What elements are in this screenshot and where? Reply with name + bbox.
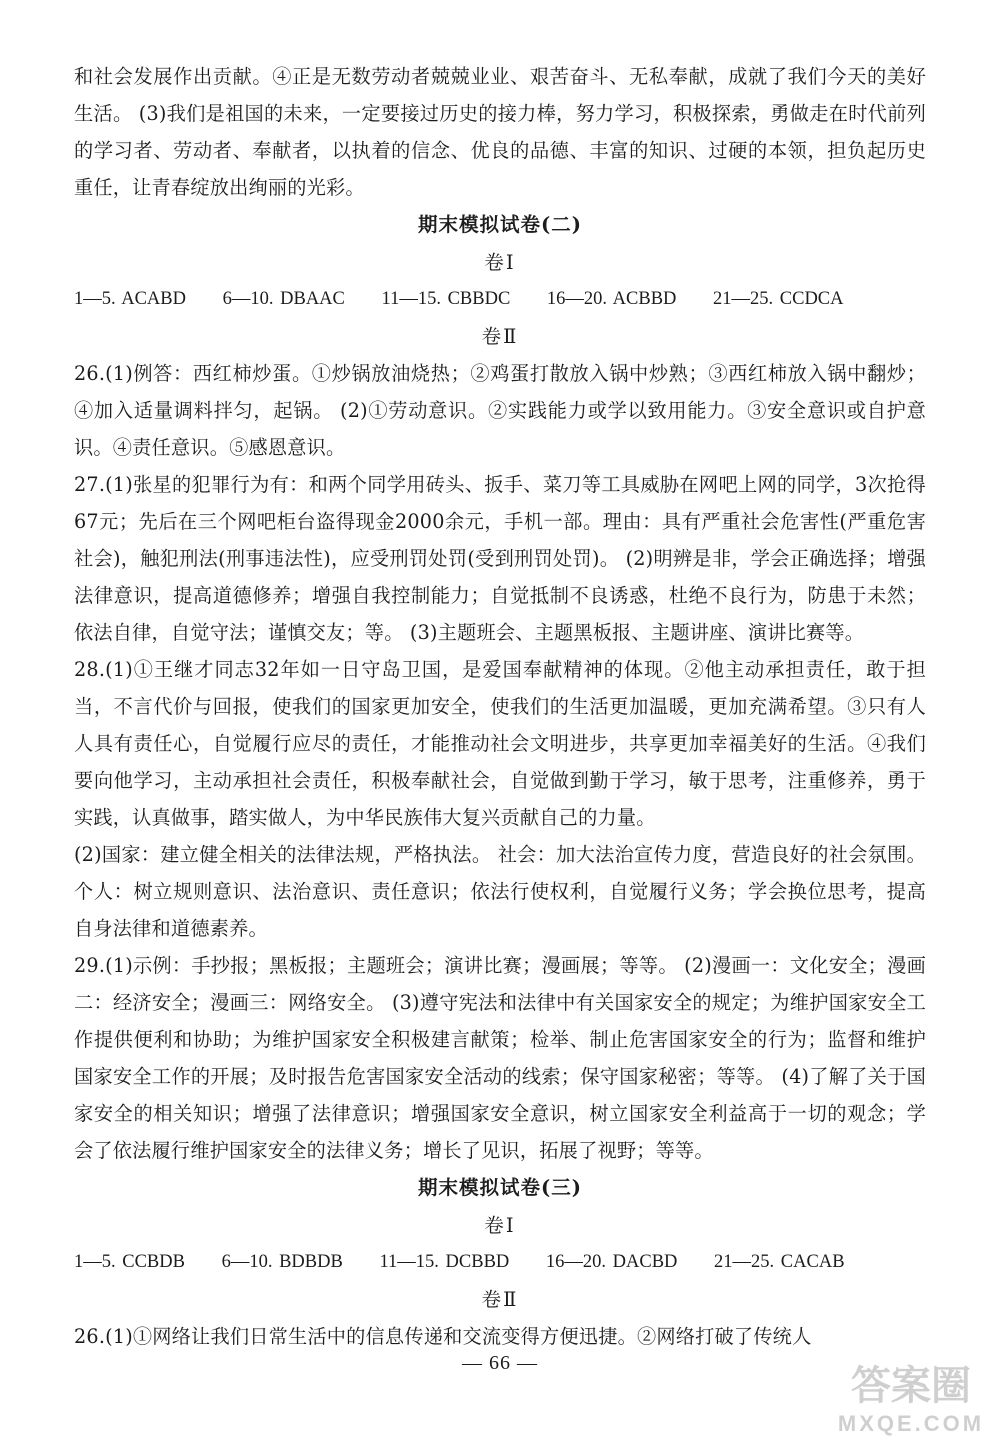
answer-group: 21—25. CCDCA <box>713 289 844 309</box>
watermark-title: 答案圈 <box>851 1364 971 1408</box>
exam-3-part-1-label: 卷Ⅰ <box>484 1214 516 1237</box>
exam-2-answer-key <box>74 281 926 318</box>
watermark-domain: MXQE.COM <box>837 1411 985 1436</box>
exam-2-question-28-part-2: (2)国家：建立健全相关的法律法规，严格执法。 社会：加大法治宣传力度，营造良好的社会氛围。 个人：树立规则意识、法治意识、责任意识；依法行使权利，自觉履行义务；学会换位思考，提高自身法律和道德素养。 <box>74 843 926 940</box>
document-body <box>74 58 926 1355</box>
exam-3-section <box>74 1169 926 1355</box>
answer-group: 11—15. CBBDC <box>381 289 511 309</box>
exam-2-question-28-part-1: 28.(1)①王继才同志32年如一日守岛卫国，是爱国奉献精神的体现。②他主动承担责任，敢于担当，不言代价与回报，使我们的国家更加安全，使我们的生活更加温暖，更加充满希望。③只有人人具有责任心，自觉履行应尽的责任，才能推动社会文明进步，共享更加幸福美好的生活。④我们要向他学习，主动承担社会责任，积极奉献社会，自觉做到勤于学习，敏于思考，注重修养，勇于实践，认真做事，踏实做人，为中华民族伟大复兴贡献自己的力量。 <box>74 658 926 829</box>
exam-2-question-27: 27.(1)张星的犯罪行为有：和两个同学用砖头、扳手、菜刀等工具威胁在网吧上网的同学，3次抢得67元；先后在三个网吧柜台盗得现金2000余元，手机一部。理由：具有严重社会危害性(严重危害社会)，触犯刑法(刑事违法性)，应受刑罚处罚(受到刑罚处罚)。 (2)明辨是非，学会正确选择；增强法律意识，提高道德修养；增强自我控制能力；自觉抵制不良诱惑，杜绝不良行为，防患于未然；依法自律，自觉守法；谨慎交友；等。 (3)主题班会、主题黑板报、主题讲座、演讲比赛等。 <box>74 473 926 644</box>
exam-2-part-1-label: 卷Ⅰ <box>484 251 516 274</box>
exam-3-title: 期末模拟试卷(三) <box>418 1176 582 1199</box>
site-watermark-logo <box>830 1355 992 1439</box>
exam-3-part-2-label: 卷Ⅱ <box>481 1288 519 1311</box>
page-number: — 66 — <box>462 1352 538 1374</box>
exam-3-answer-key <box>74 1244 926 1281</box>
exam-3-question-26: 26.(1)①网络让我们日常生活中的信息传递和交流变得方便迅捷。②网络打破了传统人 <box>74 1325 812 1348</box>
exam-2-part-2-label: 卷Ⅱ <box>481 325 519 348</box>
paragraph-continued: 和社会发展作出贡献。④正是无数劳动者兢兢业业、艰苦奋斗、无私奉献，成就了我们今天的美好生活。 (3)我们是祖国的未来，一定要接过历史的接力棒，努力学习，积极探索，勇做走在时代前列的学习者、劳动者、奉献者，以执着的信念、优良的品德、丰富的知识、过硬的本领，担负起历史重任，让青春绽放出绚丽的光彩。 <box>74 65 926 199</box>
exam-2-question-26: 26.(1)例答：西红柿炒蛋。①炒锅放油烧热；②鸡蛋打散放入锅中炒熟；③西红柿放入锅中翻炒；④加入适量调料拌匀，起锅。 (2)①劳动意识。②实践能力或学以致用能力。③安全意识或自护意识。④责任意识。⑤感恩意识。 <box>74 362 926 459</box>
answer-group: 1—5. CCBDB <box>74 1252 185 1272</box>
exam-2-section <box>74 206 926 1169</box>
exam-2-title: 期末模拟试卷(二) <box>418 213 582 236</box>
answer-group: 16—20. ACBBD <box>546 289 677 309</box>
answer-group: 16—20. DACBD <box>545 1252 678 1272</box>
answer-group: 1—5. ACABD <box>74 289 186 309</box>
answer-group: 6—10. DBAAC <box>222 289 345 309</box>
exam-2-question-29: 29.(1)示例：手抄报；黑板报；主题班会；演讲比赛；漫画展；等等。 (2)漫画一：文化安全；漫画二：经济安全；漫画三：网络安全。 (3)遵守宪法和法律中有关国家安全的规定；为维护国家安全工作提供便利和协助；为维护国家安全积极建言献策；检举、制止危害国家安全的行为；监督和维护国家安全工作的开展；及时报告危害国家安全活动的线索；保守国家秘密；等等。 (4)了解了关于国家安全的相关知识；增强了法律意识；增强国家安全意识，树立国家安全利益高于一切的观念；学会了依法履行维护国家安全的法律义务；增长了见识，拓展了视野；等等。 <box>74 954 926 1162</box>
answer-group: 6—10. BDBDB <box>221 1252 343 1272</box>
answer-group: 21—25. CACAB <box>714 1252 845 1272</box>
answer-group: 11—15. DCBBD <box>379 1252 510 1272</box>
